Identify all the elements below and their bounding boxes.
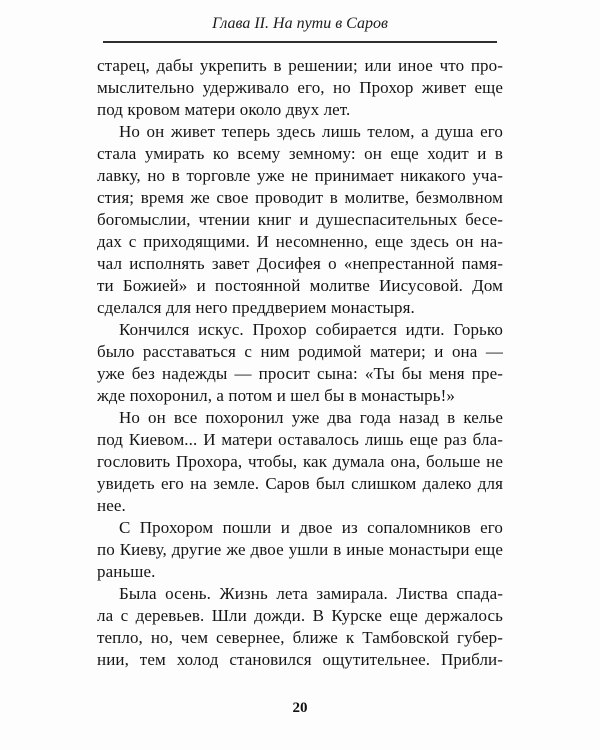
text-line: лавку, но в торговле уже не принимает никакого уча- xyxy=(97,166,503,185)
text-line: дах с приходящими. И несомненно, еще здесь он на- xyxy=(97,232,503,251)
text-line: по Киеву, другие же двое ушли в иные монастыри еще xyxy=(97,540,503,559)
text-line: тепло, но, чем севернее, ближе к Тамбовской губер- xyxy=(97,628,503,647)
paragraph xyxy=(97,407,503,517)
text-line: под Киевом... И матери оставалось лишь еще раз бла- xyxy=(97,430,503,449)
text-line: Но он живет теперь здесь лишь телом, а душа его xyxy=(119,122,503,141)
paragraph xyxy=(97,121,503,319)
text-line: С Прохором пошли и двое из сопаломников его xyxy=(119,518,503,537)
paragraph xyxy=(97,517,503,583)
text-line: чал исполнять завет Досифея о «непрестанной памя- xyxy=(97,254,503,273)
paragraph xyxy=(97,55,503,121)
text-line: стала умирать ко всему земному: он еще ходит и в xyxy=(97,144,503,163)
text-line: нии, тем холод становился ощутительнее. Прибли- xyxy=(97,650,503,669)
page-body xyxy=(97,55,503,671)
text-line: Кончился искус. Прохор собирается идти. Горько xyxy=(119,320,503,339)
paragraph xyxy=(97,583,503,671)
text-line: раньше. xyxy=(97,562,156,581)
text-line: было расставаться с ним родимой матери; и она — xyxy=(97,342,503,361)
text-line: мыслительно удерживало его, но Прохор живет еще xyxy=(97,78,503,97)
text-line: уже без надежды — просит сына: «Ты бы меня пре- xyxy=(97,364,503,383)
text-line: Но он все похоронил уже два года назад в келье xyxy=(119,408,503,427)
text-line: гословить Прохора, чтобы, как думала она, больше не xyxy=(97,452,503,471)
chapter-running-head: Глава II. На пути в Саров xyxy=(212,15,388,32)
text-line: жде похоронил, а потом и шел бы в монастырь!» xyxy=(97,386,455,405)
text-line: богомыслии, чтении книг и душеспасительных бесе- xyxy=(97,210,503,229)
header-rule xyxy=(103,41,497,43)
text-line: сделался для него преддверием монастыря. xyxy=(97,298,415,317)
text-line: стия; время же свое проводит в молитве, безмолвном xyxy=(97,188,503,207)
page-number: 20 xyxy=(292,700,308,716)
text-line: ла с деревьев. Шли дожди. В Курске еще держалось xyxy=(97,606,503,625)
text-line: увидеть его на земле. Саров был слишком далеко для xyxy=(97,474,503,493)
text-line: нее. xyxy=(97,496,126,515)
text-line: старец, дабы укрепить в решении; или иное что про- xyxy=(97,56,503,75)
text-line: под кровом матери около двух лет. xyxy=(97,100,351,119)
text-line: Была осень. Жизнь лета замирала. Листва спада- xyxy=(119,584,503,603)
text-line: ти Божией» и постоянной молитве Иисусовой. Дом xyxy=(97,276,503,295)
paragraph xyxy=(97,319,503,407)
